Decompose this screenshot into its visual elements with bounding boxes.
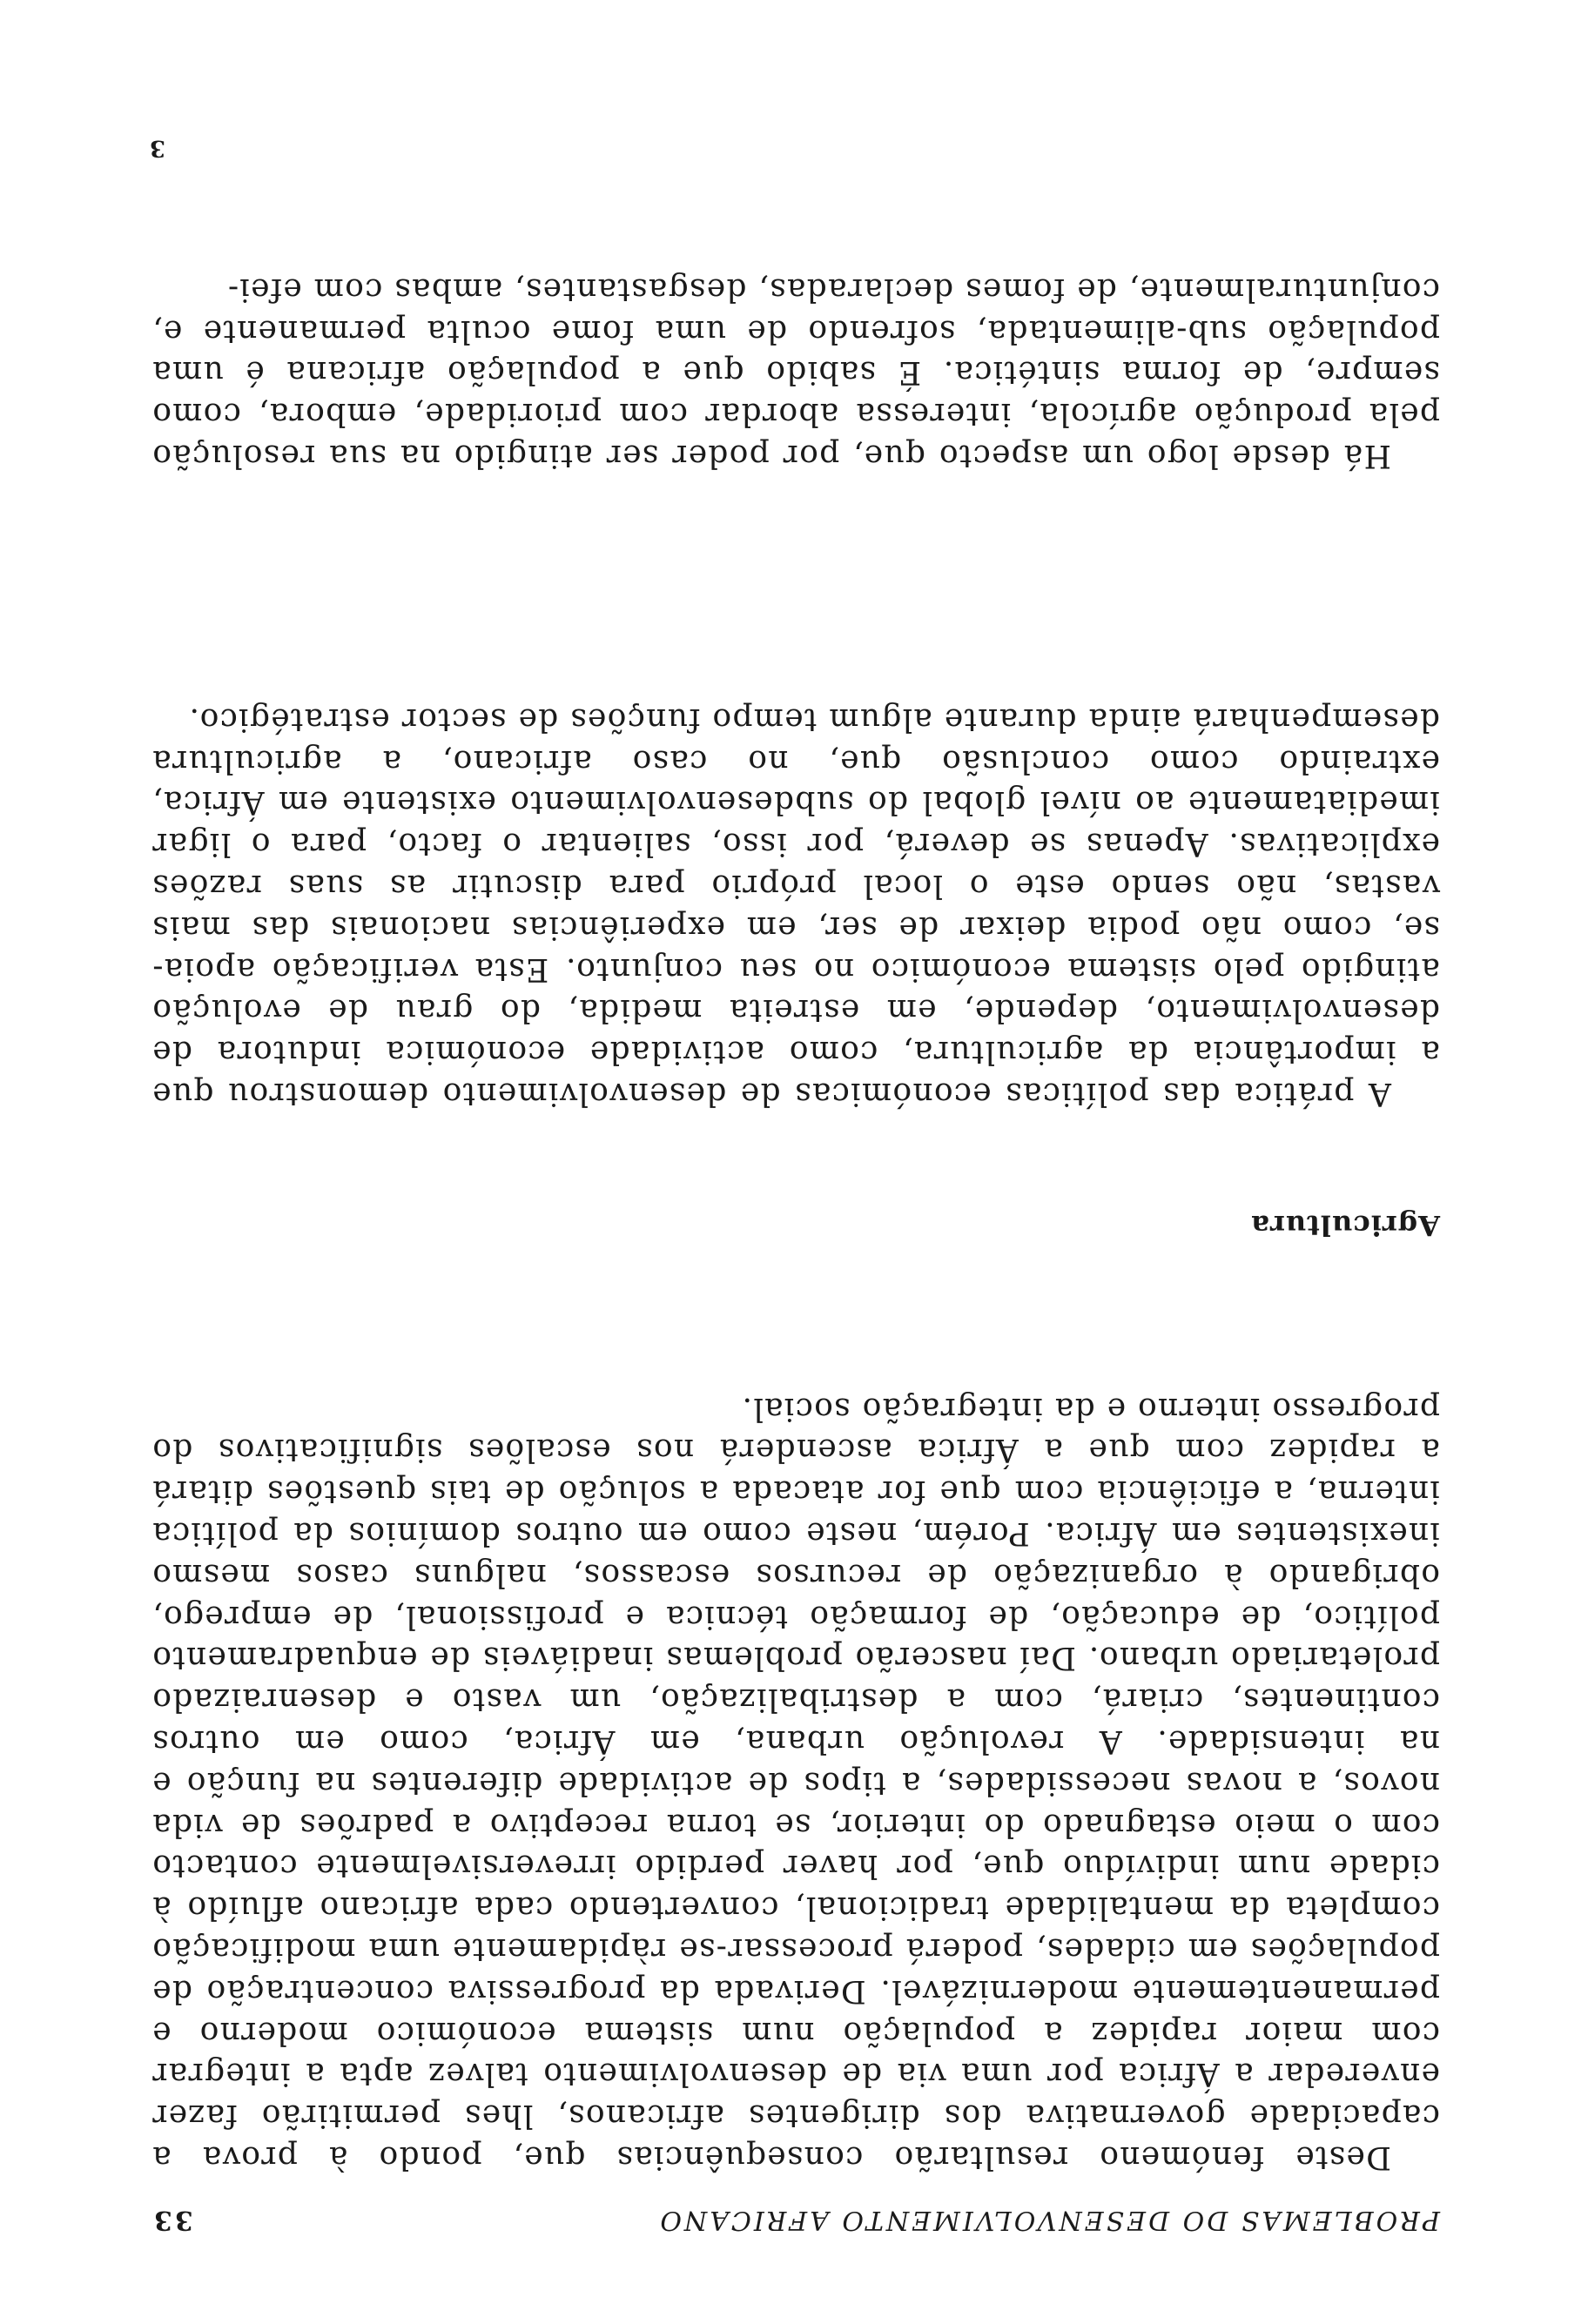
paragraph-text: Há desde logo um aspecto que, por poder ser atingido na sua resolução pela produção agrícola, interessa abordar com prioridade, embora, como sempre, de forma sintética. É sabido que a população africana é uma população sub-alimentada, sofrendo de uma fome oculta permanente e, conjunturalmente, de fomes declaradas, desgastantes, ambas com efei- bbox=[151, 271, 1440, 474]
running-header bbox=[151, 2192, 1440, 2235]
paragraph-text: A prática das políticas económicas de desenvolvimento demonstrou que a importância da agricultura, como actividade económica indutora de desenvolvimento, depende, em estreita medida, do grau de evolução atingido pelo sistema económico no seu conjunto. Esta verificação apoia-se, como não podia deixar de ser, em experiências nacionais das mais vastas, não sendo este o local próprio para discutir as suas razões explicativas. Apenas se deverá, por isso, salientar o facto, para o ligar imediatamente ao nível global do subdesenvolvimento existente em África, extraindo como conclusão que, no caso africano, a agricultura desempenhará ainda durante algum tempo funções de sector estratégico. bbox=[151, 701, 1440, 1112]
paragraph-urbanization bbox=[151, 1387, 1440, 2178]
page-number: 33 bbox=[151, 2205, 193, 2235]
paragraph-nutrition bbox=[151, 268, 1440, 476]
signature-mark: 3 bbox=[149, 135, 165, 161]
running-title: PROBLEMAS DO DESENVOLVIMENTO AFRICANO bbox=[657, 2205, 1440, 2235]
section-heading: Agricultura bbox=[1250, 1209, 1440, 1242]
paragraph-text: Deste fenómeno resultarão consequências que, pondo à prova a capacidade governativa dos dirigentes africanos, lhes permitirão fazer enveredar a África por uma via de desenvolvimento talvez apta a integrar com maior rapidez a população num sistema económico moderno e permanentemente modernizável. Derivada da progressiva concentração de populações em cidades, poderá processar-se ràpidamente uma modificação completa da mentalidade tradicional, convertendo cada africano afluído à cidade num indivíduo que, por haver perdido irreversivelmente contacto com o meio estagnado do interior, se torna receptivo a padrões de vida novos, a novas necessidades, a tipos de actividade diferentes na função e na intensidade. A revolução urbana, em África, como em outros continentes, criará, com a destribalização, um vasto e desenraizado proletariado urbano. Daí nascerão problemas inadiáveis de enquadramento político, de educação, de formação técnica e profissional, de emprego, obrigando à organização de recursos escassos, nalguns casos mesmo inexistentes em África. Porém, neste como em outros domínios da política interna, a eficiência com que for atacada a solução de tais questões ditará a rapidez com que a África ascenderá nos escalões significativos do progresso interno e da integração social. bbox=[151, 1390, 1440, 2175]
paragraph-agriculture-intro bbox=[151, 698, 1440, 1114]
